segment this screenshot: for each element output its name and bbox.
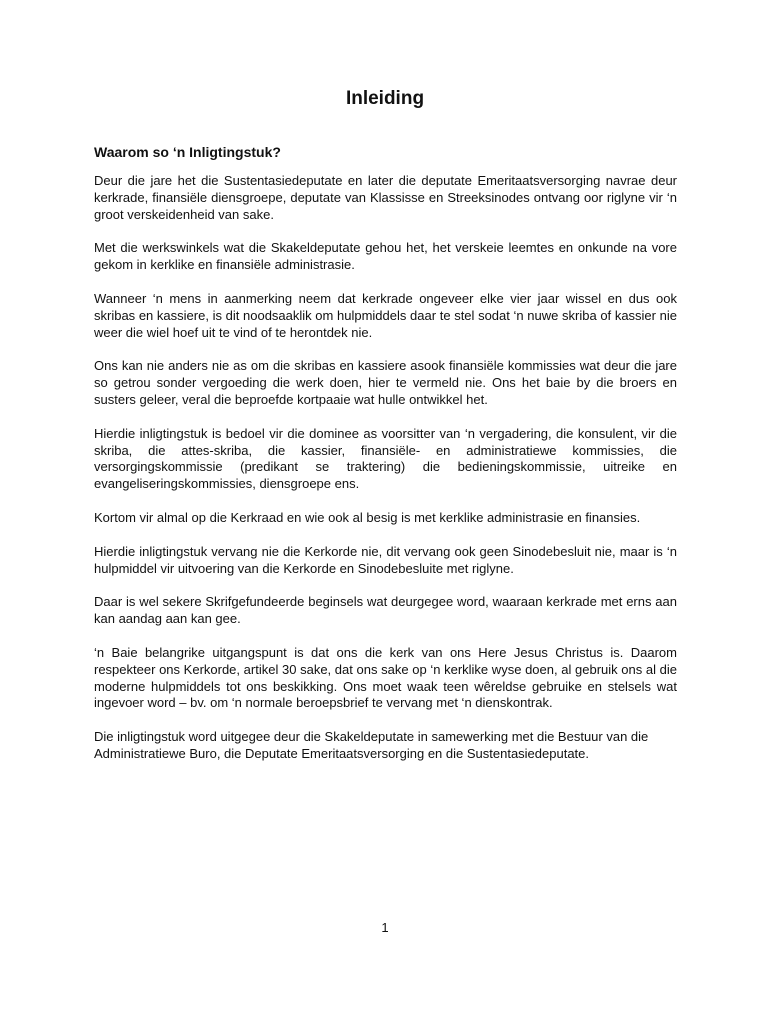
page-title: Inleiding xyxy=(345,88,425,109)
paragraph-6: Kortom vir almal op die Kerkraad en wie ook al besig is met kerklike administrasie en finansies. xyxy=(94,509,641,525)
paragraph-10: Die inligtingstuk word uitgegee deur die Skakeldeputate in samewerking met die Bestuur van die Administratiewe Buro, die Deputate Emeritaatsversorging en die Sustentasiedeputate. xyxy=(94,729,649,761)
body-text xyxy=(94,173,677,780)
paragraph-3: Wanneer ‘n mens in aanmerking neem dat kerkrade ongeveer elke vier jaar wissel en dus ook skribas en kassiere, is dit noodsaaklik om hulpmiddels daar te stel sodat ‘n nuwe skriba of kassier nie weer die wiel hoef uit te vind of te herontdek nie. xyxy=(94,290,677,340)
section-heading: Waarom so ‘n Inligtingstuk? xyxy=(94,144,281,160)
paragraph-1: Deur die jare het die Sustentasiedeputate en later die deputate Emeritaatsversorging navrae deur kerkrade, finansiële diensgroepe, deputate van Klassisse en Streeksinodes ontvang oor riglyne vir ‘n groot verskeidenheid van sake. xyxy=(94,173,677,222)
page-number: 1 xyxy=(381,920,389,935)
paragraph-9: ‘n Baie belangrike uitgangspunt is dat ons die kerk van ons Here Jesus Christus is. Daarom respekteer ons Kerkorde, artikel 30 sake, dat ons sake op ‘n kerklike wyse doen, al gebruik ons al die moderne hulpmiddels tot ons beskikking. Ons moet waak teen wêreldse gebruike en stelsels wat ingevoer word – bv. om ‘n normale beroepsbrief te vervang met ‘n dienskontrak. xyxy=(94,644,677,711)
paragraph-4: Ons kan nie anders nie as om die skribas en kassiere asook finansiële kommissies wat deur die jare so getrou sonder vergoeding die werk doen, hier te vermeld nie. Ons het baie by die broers en susters geleer, veral die beproefde kortpaaie wat hulle ontwikkel het. xyxy=(94,358,677,407)
paragraph-5: Hierdie inligtingstuk is bedoel vir die dominee as voorsitter van ‘n vergadering, die konsulent, vir die skriba, die attes-skriba, die kassier, finansiële- en administratiewe kommissies, die versorgingskommissie (predikant se traktering) die bedieningskommissie, uitreike en evangeliseringskommissies, diensgroepe ens. xyxy=(94,425,677,492)
paragraph-2: Met die werkswinkels wat die Skakeldeputate gehou het, het verskeie leemtes en onkunde na vore gekom in kerklike en finansiële administrasie. xyxy=(94,240,677,273)
paragraph-7: Hierdie inligtingstuk vervang nie die Kerkorde nie, dit vervang ook geen Sinodebesluit nie, maar is ‘n hulpmiddel vir uitvoering van die Kerkorde en Sinodebesluite met riglyne. xyxy=(94,543,677,576)
paragraph-8: Daar is wel sekere Skrifgefundeerde beginsels wat deurgegee word, waaraan kerkrade met erns aan kan aandag aan kan gee. xyxy=(94,594,677,627)
